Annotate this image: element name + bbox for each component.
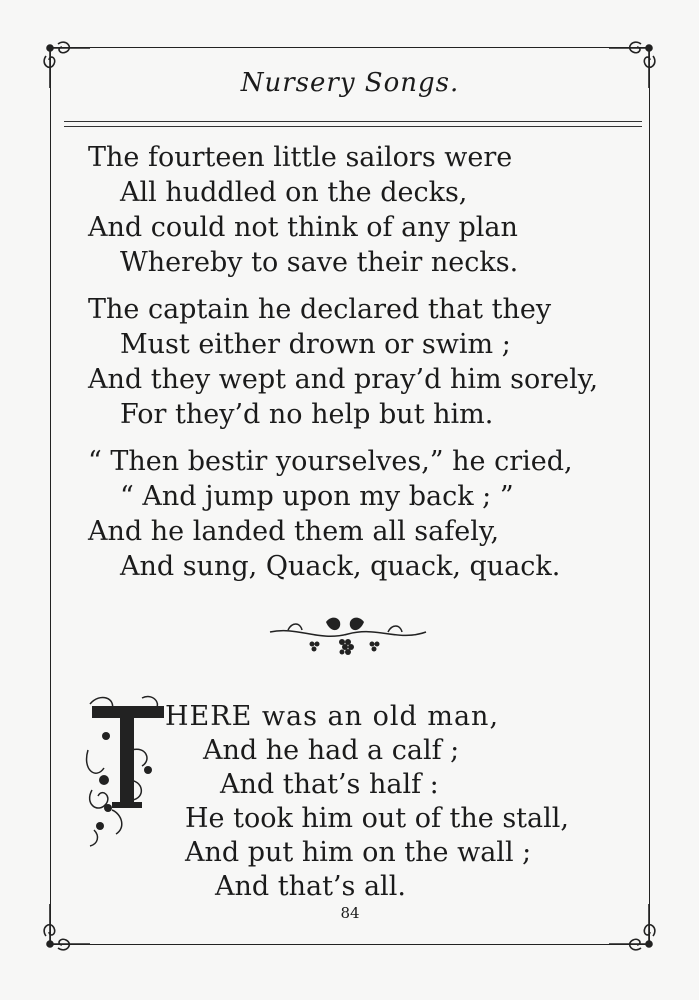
verse-line: He took him out of the stall, xyxy=(185,803,569,834)
verse-line: And he landed them all safely, xyxy=(88,516,500,547)
verse-line: For they’d no help but him. xyxy=(120,399,494,430)
stanza xyxy=(88,444,648,584)
verse-line: And could not think of any plan xyxy=(88,212,518,243)
header-rule xyxy=(64,121,642,122)
verse-line: HERE was an old man, xyxy=(165,701,500,732)
poem-old-man xyxy=(165,700,635,904)
corner-ornament-icon xyxy=(601,896,661,956)
decorated-initial-t-icon xyxy=(82,690,170,856)
verse-line: Must either drown or swim ; xyxy=(120,329,511,360)
verse-line: And they wept and pray’d him sorely, xyxy=(88,364,599,395)
verse-line: And that’s half : xyxy=(220,769,439,800)
verse-line: All huddled on the decks, xyxy=(120,177,468,208)
poem-sailors xyxy=(88,140,648,596)
stanza xyxy=(88,140,648,280)
verse-line: “ Then bestir yourselves,” he cried, xyxy=(88,446,573,477)
verse-line: And put him on the wall ; xyxy=(185,837,532,868)
verse-line: “ And jump upon my back ; ” xyxy=(120,481,514,512)
verse-line: And sung, Quack, quack, quack. xyxy=(120,551,561,582)
corner-ornament-icon xyxy=(38,896,98,956)
grape-vine-ornament-icon xyxy=(268,612,428,664)
verse-line: And he had a calf ; xyxy=(203,735,460,766)
stanza xyxy=(88,292,648,432)
verse-line: Whereby to save their necks. xyxy=(120,247,519,278)
page-title: Nursery Songs. xyxy=(240,68,460,98)
verse-line: The captain he declared that they xyxy=(88,294,552,325)
verse-line: The fourteen little sailors were xyxy=(88,142,513,173)
verse-line: And that’s all. xyxy=(215,871,406,902)
header-rule xyxy=(64,126,642,127)
page-number: 84 xyxy=(340,904,360,922)
